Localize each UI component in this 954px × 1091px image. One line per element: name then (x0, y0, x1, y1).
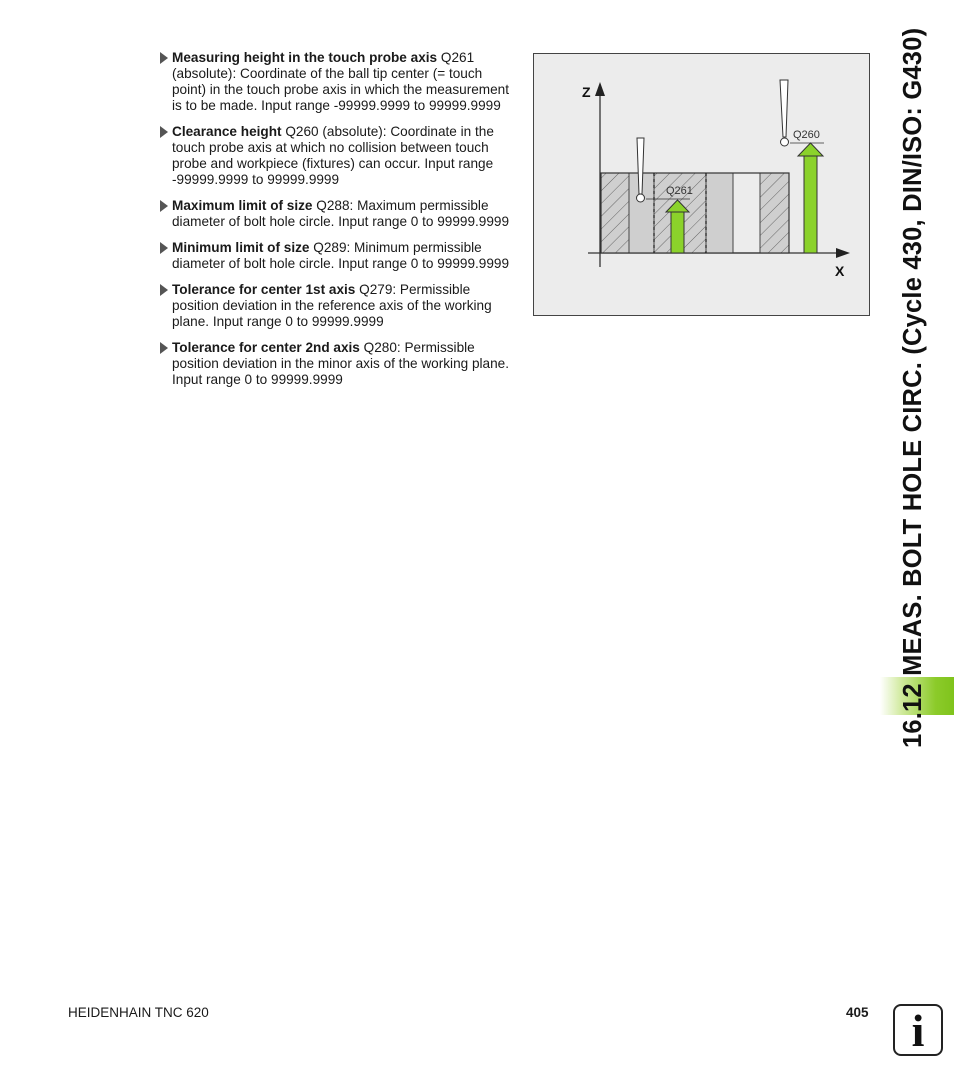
param-name: Clearance height (172, 124, 282, 139)
param-tolerance-1st-axis (159, 282, 514, 330)
bullet-arrow-icon (160, 342, 168, 354)
param-max-limit (159, 198, 514, 230)
footer-manual-name: HEIDENHAIN TNC 620 (68, 1005, 209, 1020)
param-desc: Q288: Maximum permissible diameter of bolt hole circle. Input range 0 to 99999.9999 (172, 198, 510, 229)
param-name: Minimum limit of size (172, 240, 310, 255)
q260-arrow-head (798, 143, 823, 156)
z-axis-arrowhead (595, 82, 605, 96)
axis-label-z: Z (582, 84, 591, 100)
touch-probe-ball (781, 138, 789, 146)
param-measuring-height (159, 50, 514, 114)
bullet-arrow-icon (160, 284, 168, 296)
info-icon-glyph: i (911, 1005, 925, 1056)
label-q261: Q261 (666, 185, 693, 197)
workpiece-section-left (601, 173, 629, 253)
q261-arrow-shaft (671, 211, 684, 253)
param-desc: Q280: Permissible position deviation in the minor axis of the working plane. Input range 0 to 99999.9999 (172, 340, 510, 387)
x-axis-arrowhead (836, 248, 850, 258)
workpiece-bore-2 (706, 173, 733, 253)
workpiece-section-right (760, 173, 789, 253)
param-name: Tolerance for center 1st axis (172, 282, 356, 297)
side-title-text: 16.12 MEAS. BOLT HOLE CIRC. (Cycle 430, DIN/ISO: G430) (899, 27, 927, 748)
label-q260: Q260 (793, 129, 820, 141)
side-chapter-title (895, 27, 947, 748)
bullet-arrow-icon (160, 126, 168, 138)
param-name: Measuring height in the touch probe axis (172, 50, 438, 65)
axis-label-x: X (835, 263, 845, 279)
param-clearance-height (159, 124, 514, 188)
param-desc: Q260 (absolute): Coordinate in the touch probe axis at which no collision between touch probe and workpiece (fixtures) can occur. Input range -99999.9999 to 99999.9999 (172, 124, 494, 187)
q260-arrow-shaft (804, 155, 817, 253)
bullet-arrow-icon (160, 242, 168, 254)
param-desc: Q279: Permissible position deviation in the reference axis of the working plane. Input range 0 to 99999.9999 (172, 282, 492, 329)
param-name: Tolerance for center 2nd axis (172, 340, 360, 355)
bullet-arrow-icon (160, 52, 168, 64)
cycle-diagram (534, 54, 871, 317)
param-name: Maximum limit of size (172, 198, 313, 213)
parameter-list (159, 50, 514, 398)
param-desc: Q261 (absolute): Coordinate of the ball tip center (= touch point) in the touch probe axis in which the measurement is to be made. Input range -99999.9999 to 99999.9999 (172, 50, 510, 113)
param-min-limit (159, 240, 514, 272)
info-icon (893, 1004, 943, 1056)
param-tolerance-2nd-axis (159, 340, 514, 388)
footer-page-number: 405 (846, 1005, 869, 1020)
cycle-figure (533, 53, 870, 316)
param-desc: Q289: Minimum permissible diameter of bolt hole circle. Input range 0 to 99999.9999 (172, 240, 510, 271)
bullet-arrow-icon (160, 200, 168, 212)
touch-probe-ball (637, 194, 645, 202)
touch-probe-stylus (780, 80, 788, 137)
